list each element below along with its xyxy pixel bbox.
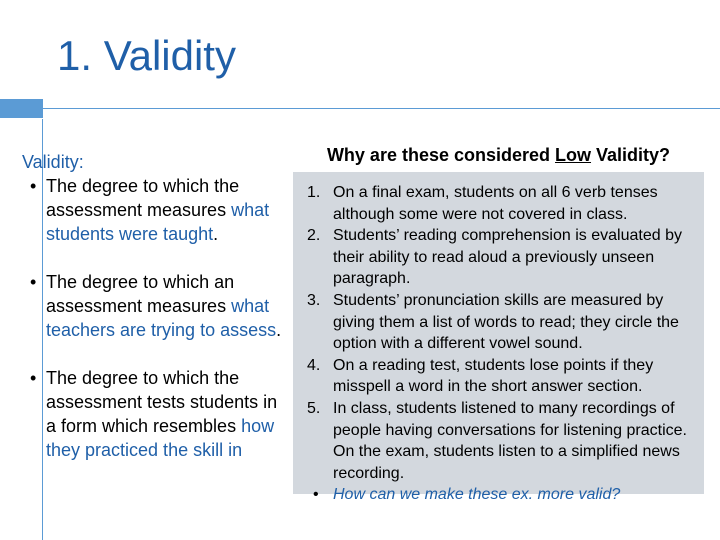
example-number: 3. <box>307 291 321 309</box>
slide-title: 1. Validity <box>57 32 236 79</box>
definition-suffix: . <box>213 224 219 244</box>
example-text: On a reading test, students lose points if they misspell a word in the short answer section. <box>333 356 654 396</box>
example-number: 2. <box>307 227 321 245</box>
validity-heading: Validity: <box>22 152 84 172</box>
definition-item <box>22 366 284 462</box>
definition-text: The degree to which an assessment measures <box>46 272 235 316</box>
question-emphasis: Low <box>555 145 592 165</box>
bullet-glyph: • <box>30 368 37 388</box>
definition-highlight: what teachers are trying to assess <box>46 296 277 340</box>
example-item <box>303 398 696 484</box>
example-item <box>303 290 696 355</box>
bullet-glyph: • <box>30 272 37 292</box>
example-number: 1. <box>307 184 321 201</box>
example-text: Students’ reading comprehension is evaluated by their ability to read aloud a previously unseen paragraph. <box>333 227 682 288</box>
bullet-glyph: • <box>30 176 37 196</box>
title-rule-line <box>43 108 720 109</box>
bullet-glyph: • <box>313 486 319 504</box>
question-suffix: Validity? <box>591 145 671 165</box>
example-item <box>303 182 696 225</box>
example-item <box>303 225 696 290</box>
definition-text: The degree to which the assessment tests students in a form which resembles <box>46 368 278 436</box>
reflection-item <box>303 484 696 506</box>
example-item <box>303 355 696 398</box>
example-text: Students’ pronunciation skills are measured by giving them a list of words to read; they circle the option with a different vowel sound. <box>333 291 679 353</box>
low-validity-examples <box>293 138 704 504</box>
example-text: In class, students listened to many recordings of people having conversations for listening practice. On the exam, students listen to a simplified news recording. <box>333 399 687 482</box>
validity-definition-column <box>22 150 284 462</box>
example-number: 5. <box>307 399 321 417</box>
question-prefix: Why are these considered <box>326 145 556 165</box>
example-text: On a final exam, students on all 6 verb tenses although some were not covered in class. <box>333 184 658 223</box>
definition-highlight: how they practiced the skill in <box>46 416 275 460</box>
examples-list <box>303 182 696 506</box>
definition-text: The degree to which the assessment measures <box>46 176 240 220</box>
title-rule-square <box>0 99 43 118</box>
definition-list <box>22 174 284 462</box>
example-number: 4. <box>307 356 321 374</box>
definition-item <box>22 174 284 246</box>
definition-item <box>22 270 284 342</box>
examples-panel <box>293 172 704 504</box>
definition-highlight: what students were taught <box>46 200 270 244</box>
definition-suffix: . <box>276 320 282 340</box>
reflection-question: How can we make these ex. more valid? <box>333 486 621 504</box>
